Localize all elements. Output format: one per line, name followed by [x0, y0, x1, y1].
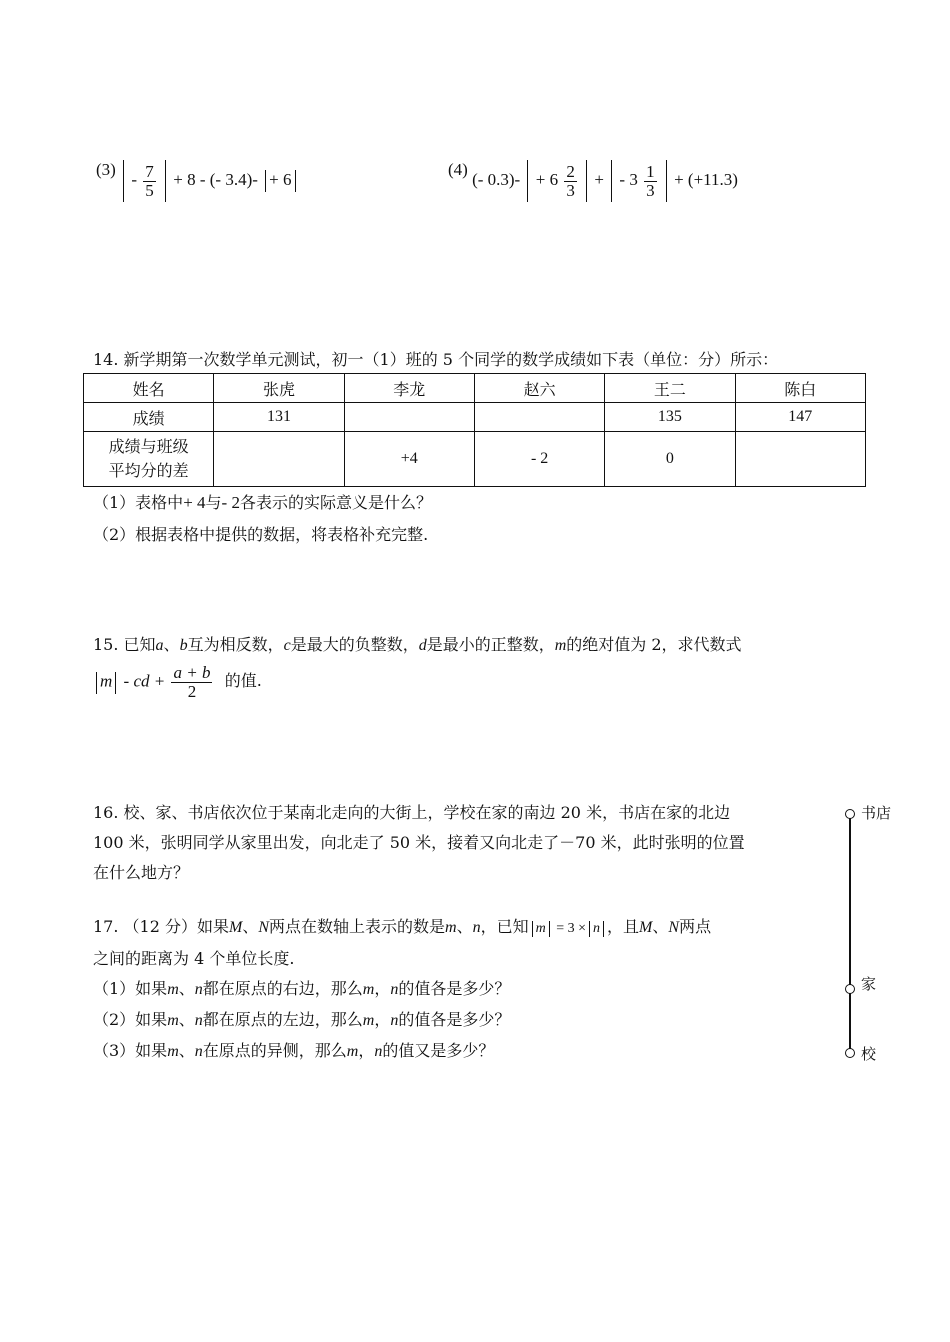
- q17-text: 在原点的异侧，那么: [202, 1041, 347, 1060]
- q14-intro: 14. 新学期第一次数学单元测试，初一（1）班的 5 个同学的数学成绩如下表（单位：分）所示：: [93, 350, 779, 369]
- table-cell: - 2: [474, 432, 604, 487]
- label-bookstore: 书店: [861, 804, 892, 822]
- abs-bar-left: [265, 170, 266, 192]
- q13-part3-minus: -: [131, 169, 137, 189]
- q16: [93, 798, 745, 888]
- q13-part4-c-pre: - 3: [619, 169, 638, 189]
- q13-part3-rest: + 8 - (- 3.4)-: [173, 169, 258, 189]
- point-school: [845, 1048, 855, 1058]
- q13-part3-label: (3): [96, 160, 116, 179]
- q17-sep: 、: [242, 917, 259, 936]
- abs-bar-left: [527, 160, 528, 202]
- table-cell: +4: [344, 432, 474, 487]
- var-m: m: [346, 1043, 359, 1060]
- abs-bar-left: [611, 160, 612, 202]
- fraction-1-3: [644, 163, 657, 200]
- var-n: n: [194, 981, 203, 998]
- row-label-line: 成绩与班级: [108, 437, 189, 456]
- q15-expression: [93, 664, 262, 701]
- q13-part4: [448, 160, 738, 202]
- q16-line: 100 米，张明同学从家里出发，向北走了 50 米，接着又向北走了－70 米，此时张明的位置: [93, 833, 745, 852]
- q17-text: ，已知: [480, 917, 529, 936]
- table-cell: 131: [214, 403, 344, 432]
- q14-sub1-b: - 2: [221, 493, 240, 512]
- q15-text: 的绝对值为 2，求代数式: [566, 635, 742, 654]
- var-M: M: [228, 919, 243, 936]
- q17-sub3: [93, 1036, 711, 1067]
- q17-sub2: [93, 1005, 711, 1036]
- q14-sub1: [93, 490, 432, 513]
- q14-sub1-a: + 4: [183, 493, 206, 512]
- q17-sep: ，: [374, 979, 391, 998]
- q16-line: 16. 校、家、书店依次位于某南北走向的大街上，学校在家的南边 20 米，书店在家的北边: [93, 803, 731, 822]
- table-header: 赵六: [474, 374, 604, 403]
- q13-part4-d: + (+11.3): [674, 169, 738, 189]
- var-m: m: [167, 981, 179, 998]
- point-home: [845, 984, 855, 994]
- q13-part4-a: (- 0.3)-: [472, 169, 521, 189]
- var-m: m: [167, 1043, 179, 1060]
- var-a: a: [155, 637, 164, 654]
- label-school: 校: [861, 1045, 877, 1063]
- q17-sep: ，: [374, 1010, 391, 1029]
- fraction-numerator: 2: [566, 161, 575, 181]
- abs-bar-right: [295, 170, 296, 192]
- q17-line2: 之间的距离为 4 个单位长度.: [93, 949, 295, 968]
- abs-bar-right: [549, 921, 550, 937]
- abs-bar-left: [589, 921, 590, 937]
- q17-text: 17. （12 分）如果: [93, 917, 229, 936]
- fraction-2-3: [564, 163, 577, 200]
- q17: [93, 912, 711, 1067]
- q17-text: （1）如果: [93, 979, 168, 998]
- q17-abs-equation: [529, 921, 607, 936]
- q15-text: 15. 已知: [93, 635, 156, 654]
- table-header: 陈白: [735, 374, 865, 403]
- var-n: n: [593, 921, 601, 936]
- q17-text: 两点在数轴上表示的数是: [269, 917, 446, 936]
- q17-sep: 、: [178, 1010, 195, 1029]
- q17-text: 两点: [679, 917, 712, 936]
- var-b: b: [179, 637, 188, 654]
- q17-text: 的值各是多少？: [398, 1010, 511, 1029]
- q17-sep: 、: [652, 917, 669, 936]
- var-n: n: [390, 1012, 399, 1029]
- q13-part4-b-pre: + 6: [535, 169, 559, 189]
- fraction-denominator: 3: [646, 180, 655, 200]
- table-header: 姓名: [84, 374, 214, 403]
- abs-bar-right: [165, 160, 166, 202]
- table-row: [84, 374, 866, 403]
- label-home: 家: [861, 975, 877, 993]
- row-label-line: 平均分的差: [108, 461, 189, 480]
- fraction-numerator: 7: [145, 161, 154, 181]
- q15-line1: [93, 632, 742, 655]
- table-row: [84, 432, 866, 487]
- table-cell: [474, 403, 604, 432]
- q17-text: 的值各是多少？: [398, 979, 511, 998]
- q17-sep: ，: [358, 1041, 375, 1060]
- expr-middle: - cd +: [123, 671, 166, 691]
- table-header: 王二: [605, 374, 735, 403]
- var-N: N: [668, 919, 680, 936]
- var-d: d: [418, 637, 427, 654]
- q17-text: 的值又是多少？: [382, 1041, 495, 1060]
- q17-text: 都在原点的左边，那么: [202, 1010, 363, 1029]
- q15-sep: 、: [163, 635, 180, 654]
- abs-bar-left: [123, 160, 124, 202]
- fraction-a-plus-b-over-2: [171, 664, 212, 701]
- var-m: m: [445, 919, 457, 936]
- fraction-denominator: 2: [187, 682, 197, 701]
- q17-text: ，且: [607, 917, 640, 936]
- var-n: n: [194, 1043, 203, 1060]
- table-cell: [214, 432, 344, 487]
- q13-part4-label: (4): [448, 160, 468, 179]
- q17-sub1: [93, 974, 711, 1005]
- q17-text: （3）如果: [93, 1041, 168, 1060]
- fraction-7-5: [143, 163, 156, 200]
- point-bookstore: [845, 809, 855, 819]
- table-cell: [344, 403, 474, 432]
- var-n: n: [472, 919, 481, 936]
- abs-bar-right: [115, 672, 116, 694]
- q16-line: 在什么地方？: [93, 863, 190, 882]
- q15-text: 是最小的正整数，: [426, 635, 555, 654]
- fraction-numerator: 1: [646, 161, 655, 181]
- q15-tail: 的值.: [224, 671, 262, 691]
- table-cell: 135: [605, 403, 735, 432]
- table-cell: 0: [605, 432, 735, 487]
- q17-text: 都在原点的右边，那么: [202, 979, 363, 998]
- table-row: [84, 403, 866, 432]
- q17-eq: = 3 ×: [556, 921, 587, 936]
- var-m: m: [362, 981, 375, 998]
- table-header: 李龙: [344, 374, 474, 403]
- var-m: m: [100, 671, 113, 691]
- q17-sep: 、: [456, 917, 473, 936]
- q14-sub1-post: 各表示的实际意义是什么？: [239, 493, 432, 512]
- var-m: m: [167, 1012, 179, 1029]
- fraction-numerator: a + b: [173, 663, 211, 682]
- q17-sep: 、: [178, 979, 195, 998]
- street-line: [849, 814, 851, 1054]
- var-m: m: [362, 1012, 375, 1029]
- fraction-denominator: 3: [566, 180, 575, 200]
- var-n: n: [390, 981, 399, 998]
- abs-bar-right: [586, 160, 587, 202]
- var-n: n: [194, 1012, 203, 1029]
- var-n: n: [374, 1043, 383, 1060]
- var-m: m: [535, 921, 546, 936]
- q14-sub1-pre: （1）表格中: [93, 493, 184, 512]
- table-cell-label: [84, 432, 214, 487]
- table-header: 张虎: [214, 374, 344, 403]
- q15-text: 互为相反数，: [187, 635, 284, 654]
- scores-table: [83, 373, 866, 487]
- abs-bar-left: [532, 921, 533, 937]
- table-cell: [735, 432, 865, 487]
- q17-sep: 、: [178, 1041, 195, 1060]
- var-m: m: [554, 637, 567, 654]
- fraction-denominator: 5: [145, 180, 154, 200]
- var-N: N: [258, 919, 269, 936]
- abs-bar-right: [666, 160, 667, 202]
- abs-bar-left: [96, 672, 97, 694]
- q15-text: 是最大的负整数，: [290, 635, 419, 654]
- q13-part4-plus: +: [594, 169, 604, 189]
- var-c: c: [283, 637, 291, 654]
- q17-text: （2）如果: [93, 1010, 168, 1029]
- table-cell: 147: [735, 403, 865, 432]
- q17-line1: [93, 912, 711, 944]
- table-cell: 成绩: [84, 403, 214, 432]
- q13-part3: [96, 160, 299, 202]
- q14-sub1-mid: 与: [205, 493, 222, 512]
- q13-part3-abs: + 6: [269, 169, 292, 189]
- abs-bar-right: [603, 921, 604, 937]
- q14-sub2: （2）根据表格中提供的数据，将表格补充完整.: [93, 525, 429, 544]
- var-M: M: [639, 919, 653, 936]
